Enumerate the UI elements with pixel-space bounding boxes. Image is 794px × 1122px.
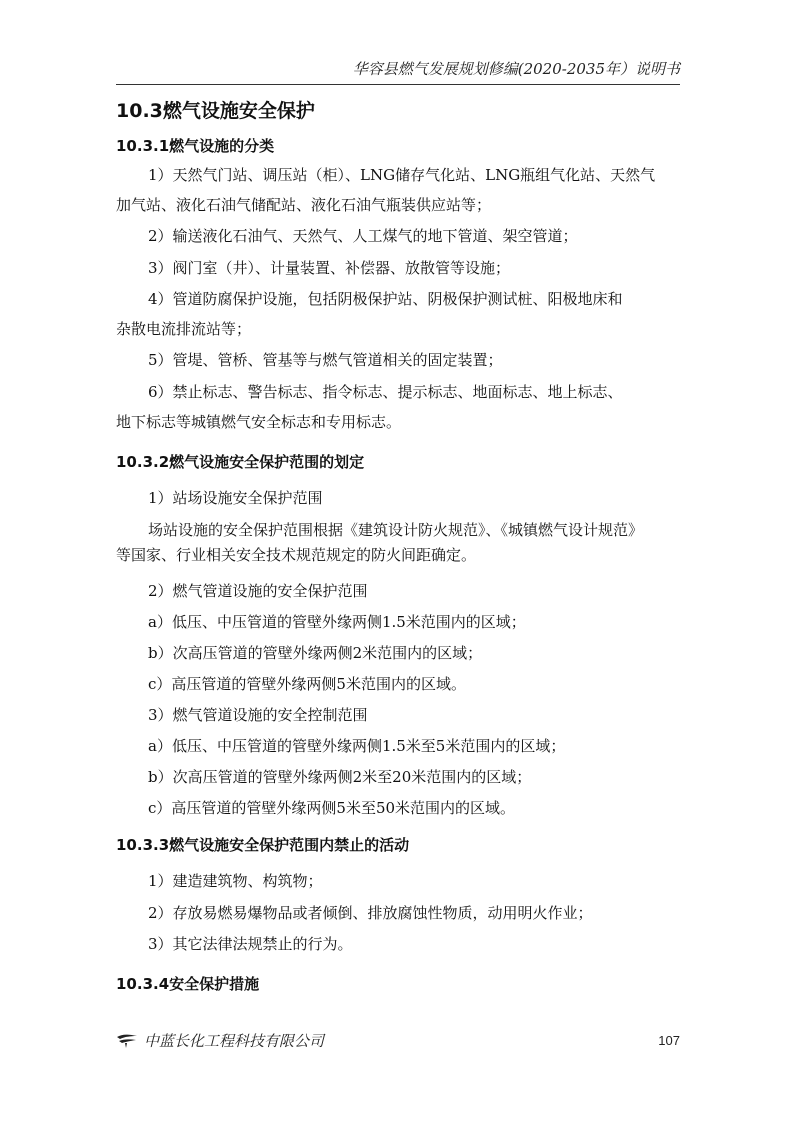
- header-rule: [116, 84, 680, 85]
- page-footer: [116, 1030, 680, 1051]
- classification-item-4-line-2: 杂散电流排流站等；: [116, 320, 252, 338]
- classification-item-5: 5）管堤、管桥、管基等与燃气管道相关的固定装置；: [148, 351, 503, 369]
- protection-scope-item-1: 1）站场设施安全保护范围: [148, 489, 323, 507]
- classification-item-1-line-2: 加气站、液化石油气储配站、液化石油气瓶装供应站等；: [116, 196, 492, 214]
- classification-item-3: 3）阀门室（井）、计量装置、补偿器、放散管等设施；: [148, 259, 511, 277]
- running-header: 华容县燃气发展规划修编(2020-2035年）说明书: [352, 60, 680, 78]
- prohibited-item-2: 2）存放易燃易爆物品或者倾倒、排放腐蚀性物质，动用明火作业；: [148, 904, 593, 922]
- prohibited-item-3: 3）其它法律法规禁止的行为。: [148, 935, 353, 953]
- company-name: 中蓝长化工程科技有限公司: [144, 1032, 325, 1050]
- prohibited-item-1: 1）建造建筑物、构筑物；: [148, 872, 323, 890]
- page-number: 107: [658, 1033, 680, 1048]
- classification-item-4-line-1: 4）管道防腐保护设施，包括阴极保护站、阴极保护测试桩、阳极地床和: [148, 290, 623, 308]
- control-scope-c: c）高压管道的管壁外缘两侧5米至50米范围内的区域。: [148, 799, 516, 817]
- subsection-heading-1: 10.3.1燃气设施的分类: [116, 137, 275, 155]
- classification-item-1-line-1: 1）天然气门站、调压站（柜）、LNG储存气化站、LNG瓶组气化站、天然气: [148, 166, 656, 184]
- classification-item-6-line-1: 6）禁止标志、警告标志、指令标志、提示标志、地面标志、地上标志、: [148, 383, 623, 401]
- station-scope-line-1: 场站设施的安全保护范围根据《建筑设计防火规范》、《城镇燃气设计规范》: [148, 521, 644, 539]
- subsection-heading-2: 10.3.2燃气设施安全保护范围的划定: [116, 453, 365, 471]
- company-logo-icon: [116, 1033, 138, 1049]
- protection-scope-item-2: 2）燃气管道设施的安全保护范围: [148, 582, 368, 600]
- subsection-heading-3: 10.3.3燃气设施安全保护范围内禁止的活动: [116, 836, 410, 854]
- control-scope-b: b）次高压管道的管壁外缘两侧2米至20米范围内的区域；: [148, 768, 532, 786]
- classification-item-6-line-2: 地下标志等城镇燃气安全标志和专用标志。: [116, 413, 402, 431]
- pipeline-scope-b: b）次高压管道的管壁外缘两侧2米范围内的区域；: [148, 644, 483, 662]
- section-heading: 10.3燃气设施安全保护: [116, 100, 315, 122]
- control-scope-a: a）低压、中压管道的管壁外缘两侧1.5米至5米范围内的区域；: [148, 737, 566, 755]
- protection-scope-item-3: 3）燃气管道设施的安全控制范围: [148, 706, 368, 724]
- footer-company-block: [116, 1030, 324, 1051]
- pipeline-scope-c: c）高压管道的管壁外缘两侧5米范围内的区域。: [148, 675, 466, 693]
- subsection-heading-4: 10.3.4安全保护措施: [116, 975, 260, 993]
- pipeline-scope-a: a）低压、中压管道的管壁外缘两侧1.5米范围内的区域；: [148, 613, 526, 631]
- classification-item-2: 2）输送液化石油气、天然气、人工煤气的地下管道、架空管道；: [148, 227, 578, 245]
- station-scope-line-2: 等国家、行业相关安全技术规范规定的防火间距确定。: [116, 546, 477, 564]
